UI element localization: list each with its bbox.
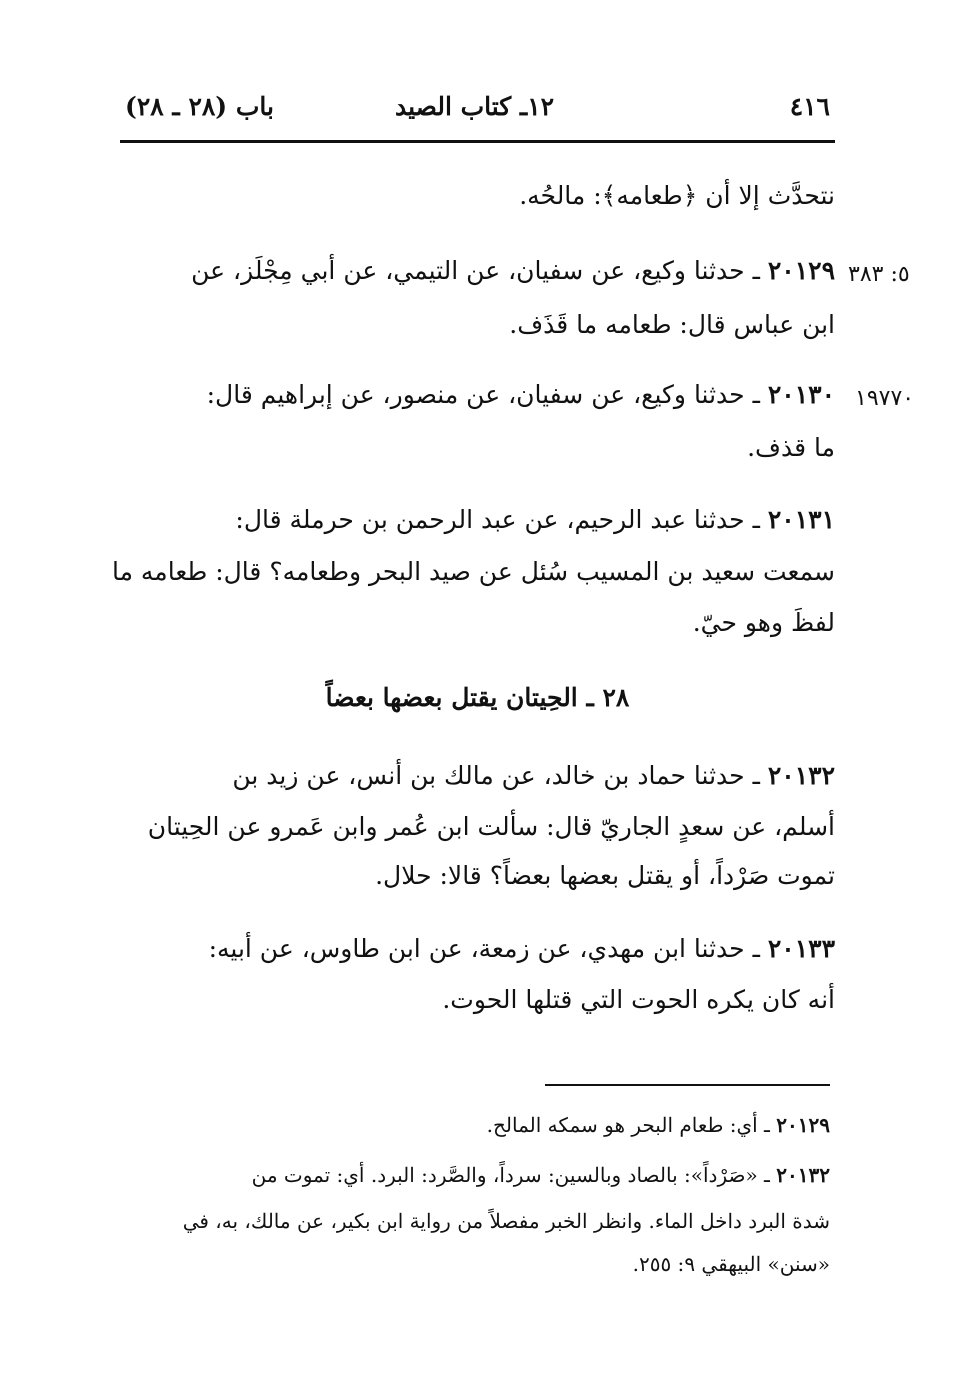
hadith-text: ـ حدثنا حماد بن خالد، عن مالك بن أنس، عن زيد بن [232,761,760,790]
hadith-20131-line-2: سمعت سعيد بن المسيب سُئل عن صيد البحر وطعامه؟ قال: طعامه ما [111,557,835,586]
section-reference: باب (٢٨ ـ ٢٨) [125,92,274,121]
hadith-20129-line-2: ابن عباس قال: طعامه ما قَذَف. [509,310,835,339]
hadith-20131-line-1 [123,507,835,532]
footnote-20132-line-3: «سنن» البيهقي ٩: ٢٥٥. [632,1252,830,1276]
hadith-text: ـ حدثنا وكيع، عن سفيان، عن التيمي، عن أبي مِجْلَز، عن [191,256,760,285]
footnote-20129 [487,1113,830,1137]
header-rule [120,140,835,143]
hadith-20130-line-2: ما قذف. [747,433,835,462]
footnote-number: ٢٠١٢٩ [776,1113,830,1137]
hadith-20130-line-1 [123,382,835,407]
intro-line: نتحدَّث إلا أن ﴿طعامه﴾: مالحُه. [519,181,835,210]
hadith-number: ٢٠١٣١ [767,505,835,534]
hadith-20132-line-1 [123,763,835,788]
hadith-20132-line-2: أسلم، عن سعدٍ الجاريّ قال: سألت ابن عُمر وابن عَمرو عن الحِيتان [147,812,835,841]
hadith-number: ٢٠١٣٣ [767,934,835,963]
footnote-number: ٢٠١٣٢ [776,1163,830,1187]
hadith-20133-line-1 [123,936,835,961]
footnote-text: ـ أي: طعام البحر هو سمكه المالح. [486,1113,770,1137]
margin-ref-20129: ٥: ٣٨٣ [848,262,910,287]
footnote-rule [545,1084,830,1086]
page-number: ٤١٦ [789,92,830,121]
hadith-20132-line-3: تموت صَرْداً، أو يقتل بعضها بعضاً؟ قالا: حلال. [375,861,835,890]
hadith-text: ـ حدثنا وكيع، عن سفيان، عن منصور، عن إبراهيم قال: [206,380,760,409]
hadith-number: ٢٠١٢٩ [767,256,835,285]
section-heading: ٢٨ ـ الحِيتان يقتل بعضها بعضاً [325,683,630,712]
hadith-text: ـ حدثنا ابن مهدي، عن زمعة، عن ابن طاوس، عن أبيه: [208,934,760,963]
margin-ref-20130: ١٩٧٧٠ [855,386,915,411]
hadith-20131-line-3: لفظَ وهو حيّ. [692,608,835,637]
hadith-text: ـ حدثنا عبد الرحيم، عن عبد الرحمن بن حرملة قال: [235,505,760,534]
chapter-title: ١٢ـ كتاب الصيد [395,92,555,121]
footnote-20132-line-1 [118,1163,830,1187]
footnote-20132-line-2: شدة البرد داخل الماء. وانظر الخبر مفصلاً من رواية ابن بكير، عن مالك، به، في [182,1209,830,1233]
hadith-20133-line-2: أنه كان يكره الحوت التي قتلها الحوت. [442,985,835,1014]
hadith-number: ٢٠١٣٠ [767,380,835,409]
hadith-number: ٢٠١٣٢ [767,761,835,790]
footnote-text: ـ «صَرْداً»: بالصاد وبالسين: سرداً، والصَّرد: البرد. أي: تموت من [251,1163,770,1187]
hadith-20129-line-1 [123,258,835,283]
